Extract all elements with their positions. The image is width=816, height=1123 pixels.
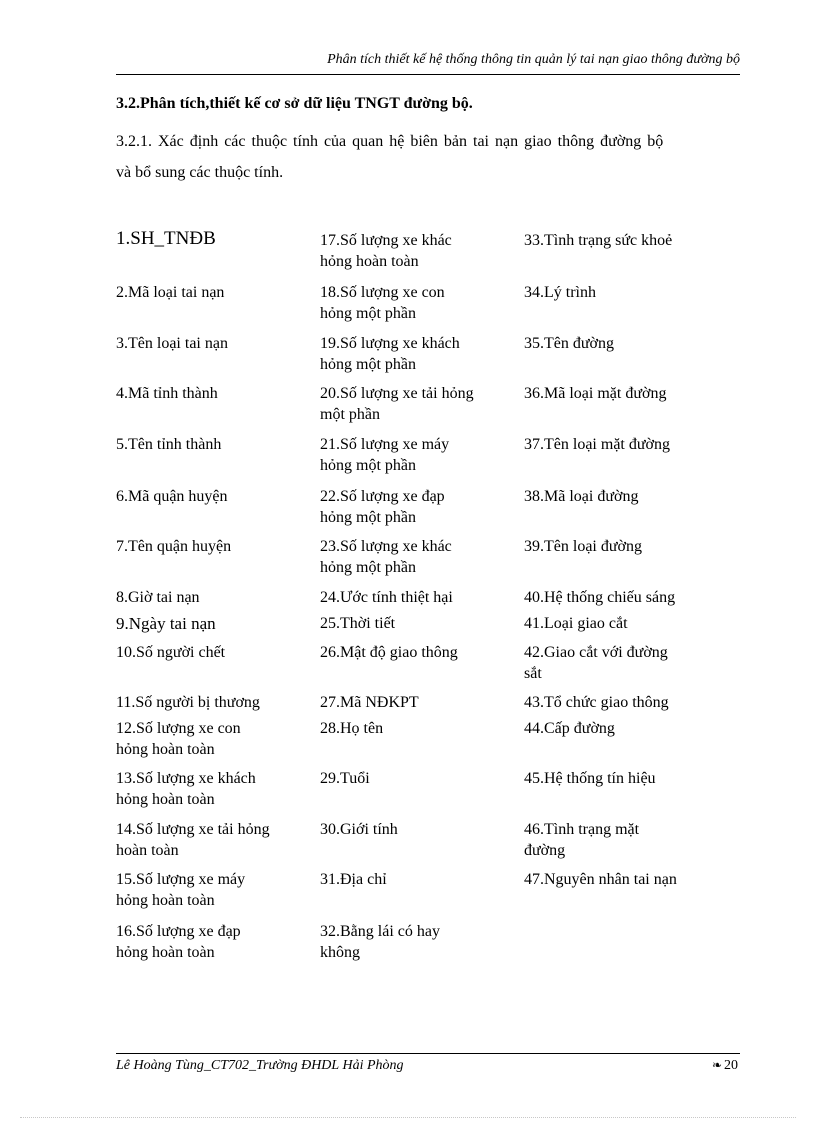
attribute-item <box>116 819 270 861</box>
attribute-item <box>116 587 200 608</box>
attribute-text: 44.Cấp đường <box>524 720 615 737</box>
attribute-item <box>320 333 460 375</box>
attribute-item <box>320 587 453 608</box>
attribute-item <box>320 819 398 840</box>
attribute-text: 7.Tên quận huyện <box>116 538 232 555</box>
attribute-text: 22.Số lượng xe đạp <box>320 488 445 505</box>
attribute-item <box>524 869 677 890</box>
attribute-text: hoàn toàn <box>116 842 179 859</box>
attribute-item <box>320 642 458 663</box>
attribute-text: 11.Số người bị thương <box>116 694 260 711</box>
attribute-item <box>320 613 395 634</box>
attribute-text: 1.SH_TNĐB <box>116 228 216 249</box>
attribute-item <box>116 228 216 249</box>
attribute-text: hỏng một phần <box>320 559 416 576</box>
attribute-text: 46.Tình trạng mặt <box>524 821 640 838</box>
attribute-text: 3.Tên loại tai nạn <box>116 335 228 352</box>
attribute-item <box>524 230 672 251</box>
attribute-text: 42.Giao cắt với đường <box>524 644 668 661</box>
attribute-item <box>320 486 445 528</box>
scroll-icon: ❧ <box>711 1058 722 1072</box>
attribute-item <box>320 536 452 578</box>
attribute-text: 6.Mã quận huyện <box>116 488 228 505</box>
attribute-text: 27.Mã NĐKPT <box>320 694 419 711</box>
attribute-text: 35.Tên đường <box>524 335 615 352</box>
attribute-text: 8.Giờ tai nạn <box>116 589 200 606</box>
attribute-item <box>116 613 216 634</box>
intro-line-1: 3.2.1. Xác định các thuộc tính của quan hệ biên bản tai nạn giao thông đường bộ <box>116 133 664 150</box>
attribute-text: 32.Bằng lái có hay <box>320 923 440 940</box>
attribute-item <box>320 718 383 739</box>
attribute-text: 37.Tên loại mặt đường <box>524 436 670 453</box>
attribute-item <box>320 768 370 789</box>
attribute-item <box>116 333 228 354</box>
attribute-text: 29.Tuổi <box>320 770 370 787</box>
attribute-text: 40.Hệ thống chiếu sáng <box>524 589 676 606</box>
attribute-item <box>524 692 669 713</box>
attribute-text: 26.Mật độ giao thông <box>320 644 458 661</box>
attribute-item <box>524 536 642 557</box>
attribute-text: hỏng hoàn toàn <box>116 944 215 961</box>
attribute-text: 43.Tổ chức giao thông <box>524 694 669 711</box>
attribute-item <box>116 486 228 507</box>
attribute-text: sắt <box>524 665 542 682</box>
attribute-text: 45.Hệ thống tín hiệu <box>524 770 656 787</box>
attribute-item <box>524 718 615 739</box>
page-header: Phân tích thiết kế hệ thống thông tin quản lý tai nạn giao thông đường bộ <box>327 52 740 67</box>
attribute-text: 17.Số lượng xe khác <box>320 232 452 249</box>
header-rule <box>116 74 740 75</box>
attribute-text: 21.Số lượng xe máy <box>320 436 450 453</box>
intro-paragraph <box>116 126 740 188</box>
attribute-text: 9.Ngày tai nạn <box>116 614 216 633</box>
attribute-item <box>524 613 628 634</box>
attribute-text: 15.Số lượng xe máy <box>116 871 246 888</box>
attribute-text: 28.Họ tên <box>320 720 384 737</box>
attribute-text: hỏng một phần <box>320 509 416 526</box>
attribute-item <box>524 434 670 455</box>
intro-line-2: và bổ sung các thuộc tính. <box>116 164 284 181</box>
attribute-text: 38.Mã loại đường <box>524 488 639 505</box>
attribute-item <box>320 282 445 324</box>
attribute-item <box>320 869 387 890</box>
attribute-text: 24.Ước tính thiệt hại <box>320 589 453 606</box>
attribute-text: 13.Số lượng xe khách <box>116 770 256 787</box>
attribute-text: 30.Giới tính <box>320 821 398 838</box>
attribute-text: 2.Mã loại tai nạn <box>116 284 225 301</box>
attribute-text: 18.Số lượng xe con <box>320 284 445 301</box>
footer-page <box>712 1058 738 1074</box>
attribute-item <box>320 383 474 425</box>
attribute-item <box>116 282 224 303</box>
attribute-text: 12.Số lượng xe con <box>116 720 241 737</box>
attribute-text: 20.Số lượng xe tải hỏng <box>320 385 474 402</box>
attribute-item <box>116 869 245 911</box>
attribute-text: hỏng hoàn toàn <box>320 253 419 270</box>
attribute-text: 14.Số lượng xe tải hỏng <box>116 821 270 838</box>
attribute-item <box>524 768 656 789</box>
attribute-text: 39.Tên loại đường <box>524 538 642 555</box>
attribute-text: hỏng một phần <box>320 356 416 373</box>
attribute-text: 41.Loại giao cắt <box>524 615 628 632</box>
attribute-item <box>116 536 231 557</box>
attribute-text: 33.Tình trạng sức khoẻ <box>524 232 673 249</box>
attribute-item <box>524 587 675 608</box>
attribute-text: 23.Số lượng xe khác <box>320 538 452 555</box>
attribute-item <box>524 333 614 354</box>
attribute-text: đường <box>524 842 566 859</box>
attribute-text: hỏng một phần <box>320 457 416 474</box>
attribute-text: 16.Số lượng xe đạp <box>116 923 241 940</box>
attribute-item <box>116 718 241 760</box>
attribute-item <box>116 642 225 663</box>
attribute-text: 10.Số người chết <box>116 644 226 661</box>
attribute-text: 5.Tên tỉnh thành <box>116 436 222 453</box>
attribute-item <box>320 230 452 272</box>
attribute-text: hỏng hoàn toàn <box>116 892 215 909</box>
attribute-item <box>524 819 639 861</box>
attribute-text: 34.Lý trình <box>524 284 596 301</box>
attribute-text: hỏng hoàn toàn <box>116 791 215 808</box>
attribute-text: hỏng một phần <box>320 305 416 322</box>
attribute-text: 36.Mã loại mặt đường <box>524 385 667 402</box>
attribute-item <box>116 921 241 963</box>
attribute-item <box>320 921 440 963</box>
attribute-item <box>116 692 260 713</box>
attribute-text: hỏng hoàn toàn <box>116 741 215 758</box>
attribute-item <box>524 486 638 507</box>
attribute-item <box>116 434 221 455</box>
page-number: 20 <box>724 1058 738 1073</box>
section-title: 3.2.Phân tích,thiết kế cơ sở dữ liệu TNGT đường bộ. <box>116 95 473 112</box>
attribute-text: 4.Mã tỉnh thành <box>116 385 218 402</box>
attribute-item <box>320 434 449 476</box>
attribute-item <box>524 282 596 303</box>
attribute-text: 47.Nguyên nhân tai nạn <box>524 871 677 888</box>
attribute-item <box>116 383 218 404</box>
attribute-text: 31.Địa chỉ <box>320 871 387 888</box>
attribute-text: một phần <box>320 406 380 423</box>
attribute-item <box>524 642 668 684</box>
attribute-item <box>116 768 256 810</box>
footer-author: Lê Hoàng Tùng_CT702_Trường ĐHDL Hải Phòng <box>116 1058 404 1073</box>
attribute-text: không <box>320 944 360 961</box>
page-bottom-divider <box>20 1117 796 1118</box>
attribute-text: 19.Số lượng xe khách <box>320 335 460 352</box>
attribute-item <box>320 692 419 713</box>
footer-rule <box>116 1053 740 1054</box>
attribute-item <box>524 383 666 404</box>
attribute-text: 25.Thời tiết <box>320 615 396 632</box>
